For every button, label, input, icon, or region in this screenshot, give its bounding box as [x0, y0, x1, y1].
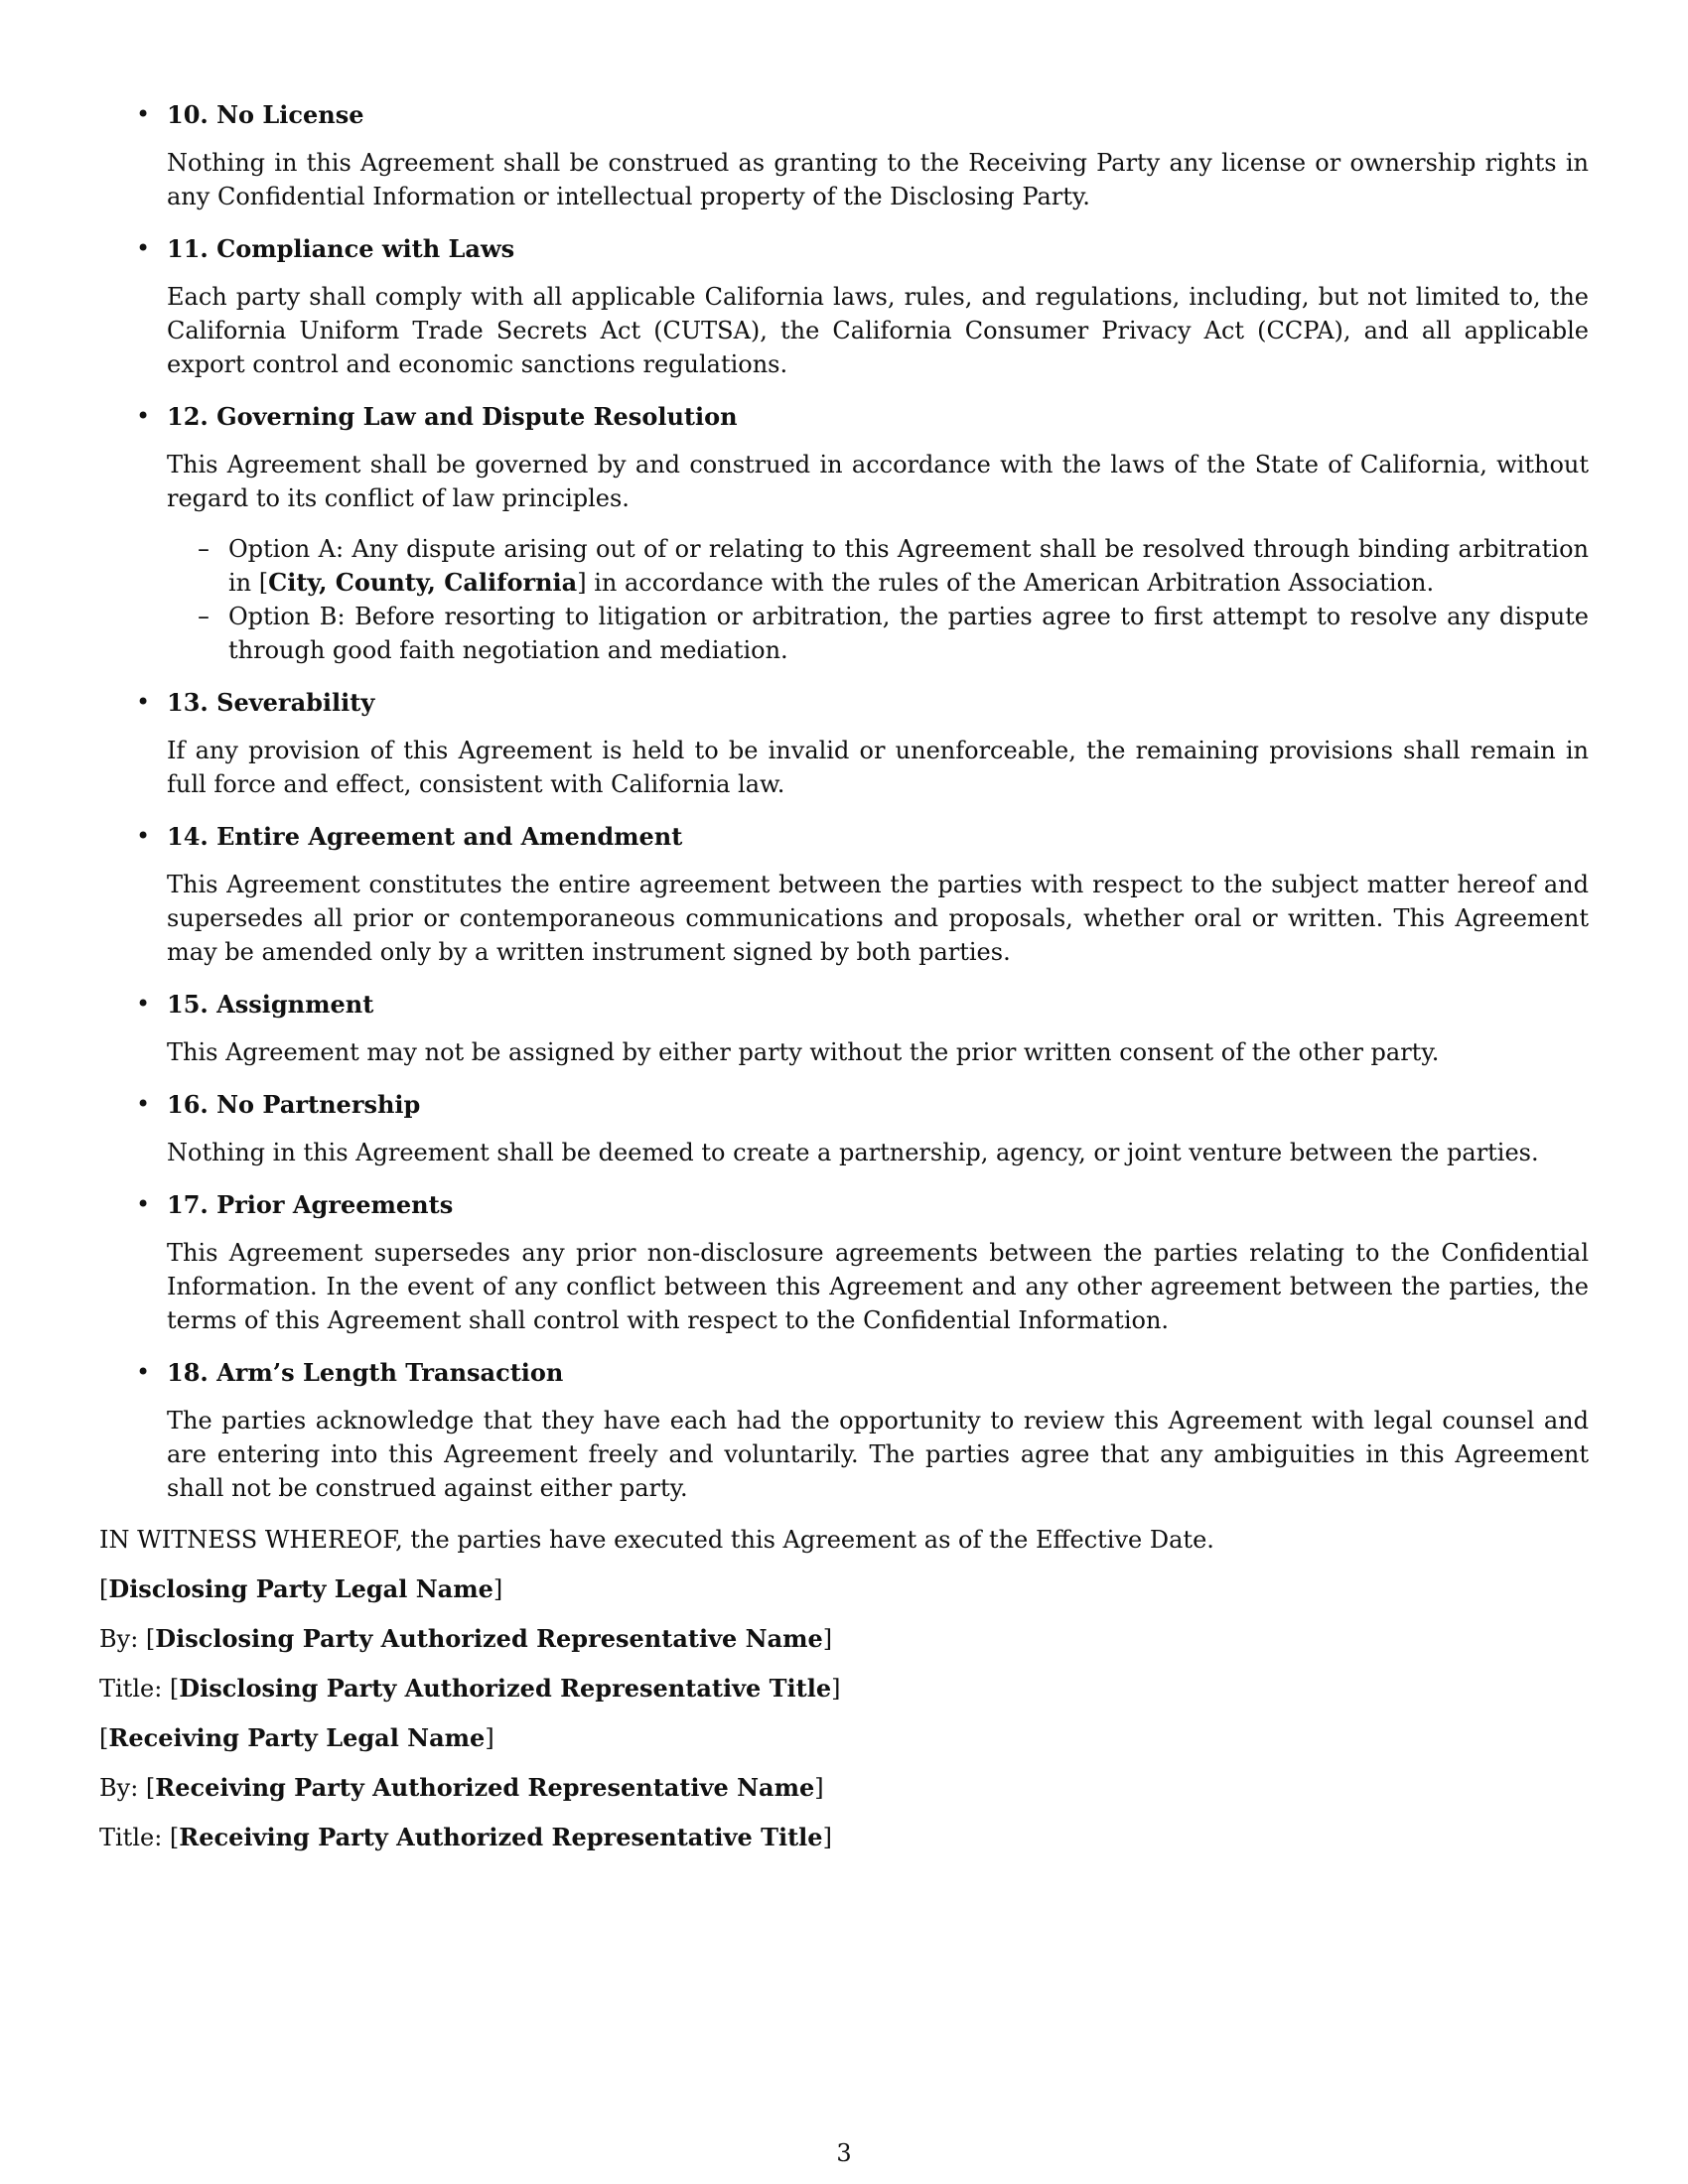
section-body: Each party shall comply with all applicable California laws, rules, and regulations, including, but not limited to, the California Uniform Trade Secrets Act (CUTSA), the California Consumer Privacy Act (CCPA), and all applicable export control and economic sanctions regulations. [167, 283, 1589, 378]
open-bracket: [ [145, 1774, 156, 1802]
witness-clause: IN WITNESS WHEREOF, the parties have executed this Agreement as of the Effective Date. [99, 1526, 1214, 1554]
page-number: 3 [836, 2139, 852, 2167]
receiving-party-name: Receiving Party Legal Name [108, 1723, 486, 1752]
disclosing-rep-title-line [99, 1656, 1589, 1706]
bullet: • [136, 688, 151, 716]
signature-block [99, 1557, 1589, 1854]
section-body: Nothing in this Agreement shall be deemed to create a partnership, agency, or joint venture between the parties. [167, 1139, 1539, 1166]
open-bracket: [ [169, 1824, 180, 1851]
section-heading: 13. Severability [167, 688, 375, 717]
section-heading: 16. No Partnership [167, 1090, 421, 1119]
section-heading: 17. Prior Agreements [167, 1190, 454, 1219]
section-arms-length [99, 1355, 1589, 1505]
arbitration-location-placeholder: City, County, California [268, 568, 578, 597]
option-a-suffix: ] in accordance with the rules of the American Arbitration Association. [577, 569, 1435, 597]
open-bracket: [ [99, 1575, 109, 1603]
bullet: • [136, 1358, 151, 1386]
dash: – [198, 603, 210, 630]
receiving-rep-name: Receiving Party Authorized Representative Name [155, 1773, 815, 1802]
sections-list [99, 97, 1589, 1505]
document-body [99, 97, 1589, 1854]
receiving-party-name-line [99, 1706, 1589, 1755]
dash: – [198, 535, 210, 563]
option-a-prefix: Option A: Any dispute arising out of or relating to this Agreement shall be resolved through binding arbitration in [ [228, 535, 1589, 597]
title-label: Title: [99, 1675, 170, 1703]
option-b [167, 600, 1589, 667]
section-body: Nothing in this Agreement shall be construed as granting to the Receiving Party any license or ownership rights in any Confidential Information or intellectual property of the Disclosing Party. [167, 149, 1589, 210]
disclosing-party-name: Disclosing Party Legal Name [108, 1574, 493, 1603]
option-a [167, 532, 1589, 600]
section-heading: 11. Compliance with Laws [167, 234, 515, 263]
bullet: • [136, 234, 151, 262]
bullet: • [136, 1190, 151, 1218]
option-b-text: Option B: Before resorting to litigation or arbitration, the parties agree to first attempt to resolve any dispute through good faith negotiation and mediation. [228, 603, 1589, 664]
section-heading: 14. Entire Agreement and Amendment [167, 822, 683, 851]
receiving-rep-title: Receiving Party Authorized Representative Title [179, 1823, 823, 1851]
section-no-license [99, 97, 1589, 213]
section-body: The parties acknowledge that they have each had the opportunity to review this Agreement with legal counsel and are entering into this Agreement freely and voluntarily. The parties agree that any ambiguities in this Agreement shall not be construed against either party. [167, 1407, 1589, 1502]
close-bracket: ] [492, 1575, 503, 1603]
disclosing-rep-name-line [99, 1606, 1589, 1656]
section-heading: 12. Governing Law and Dispute Resolution [167, 402, 738, 431]
open-bracket: [ [99, 1724, 109, 1752]
bullet: • [136, 990, 151, 1018]
section-no-partnership [99, 1087, 1589, 1169]
bullet: • [136, 402, 151, 430]
close-bracket: ] [485, 1724, 494, 1752]
section-heading: 15. Assignment [167, 990, 374, 1019]
open-bracket: [ [169, 1675, 180, 1703]
section-governing-law [99, 399, 1589, 667]
open-bracket: [ [145, 1625, 156, 1653]
bullet: • [136, 100, 151, 128]
disclosing-rep-name: Disclosing Party Authorized Representative Name [155, 1624, 823, 1653]
section-heading: 10. No License [167, 100, 364, 129]
dispute-options-list [167, 532, 1589, 667]
close-bracket: ] [814, 1774, 824, 1802]
section-prior-agreements [99, 1187, 1589, 1337]
by-label: By: [99, 1625, 146, 1653]
receiving-rep-title-line [99, 1805, 1589, 1854]
title-label: Title: [99, 1824, 170, 1851]
section-body: This Agreement shall be governed by and construed in accordance with the laws of the State of California, without regard to its conflict of law principles. [167, 451, 1589, 512]
bullet: • [136, 1090, 151, 1118]
section-body: If any provision of this Agreement is held to be invalid or unenforceable, the remaining provisions shall remain in full force and effect, consistent with California law. [167, 737, 1589, 798]
disclosing-party-name-line [99, 1557, 1589, 1606]
section-compliance-with-laws [99, 231, 1589, 381]
section-severability [99, 685, 1589, 801]
section-body: This Agreement constitutes the entire agreement between the parties with respect to the subject matter hereof and supersedes all prior or contemporaneous communications and proposals, whether oral or written. This Agreement may be amended only by a written instrument signed by both parties. [167, 871, 1589, 966]
bullet: • [136, 822, 151, 850]
section-body: This Agreement may not be assigned by either party without the prior written consent of the other party. [167, 1038, 1440, 1066]
section-assignment [99, 987, 1589, 1069]
close-bracket: ] [822, 1625, 833, 1653]
section-heading: 18. Arm’s Length Transaction [167, 1358, 564, 1387]
section-body: This Agreement supersedes any prior non-disclosure agreements between the parties relating to the Confidential Information. In the event of any conflict between this Agreement and any other agreement between the parties, the terms of this Agreement shall control with respect to the Confidential Information. [167, 1239, 1589, 1334]
close-bracket: ] [831, 1675, 841, 1703]
section-entire-agreement [99, 819, 1589, 969]
by-label: By: [99, 1774, 146, 1802]
receiving-rep-name-line [99, 1755, 1589, 1805]
disclosing-rep-title: Disclosing Party Authorized Representative Title [179, 1674, 832, 1703]
close-bracket: ] [822, 1824, 832, 1851]
